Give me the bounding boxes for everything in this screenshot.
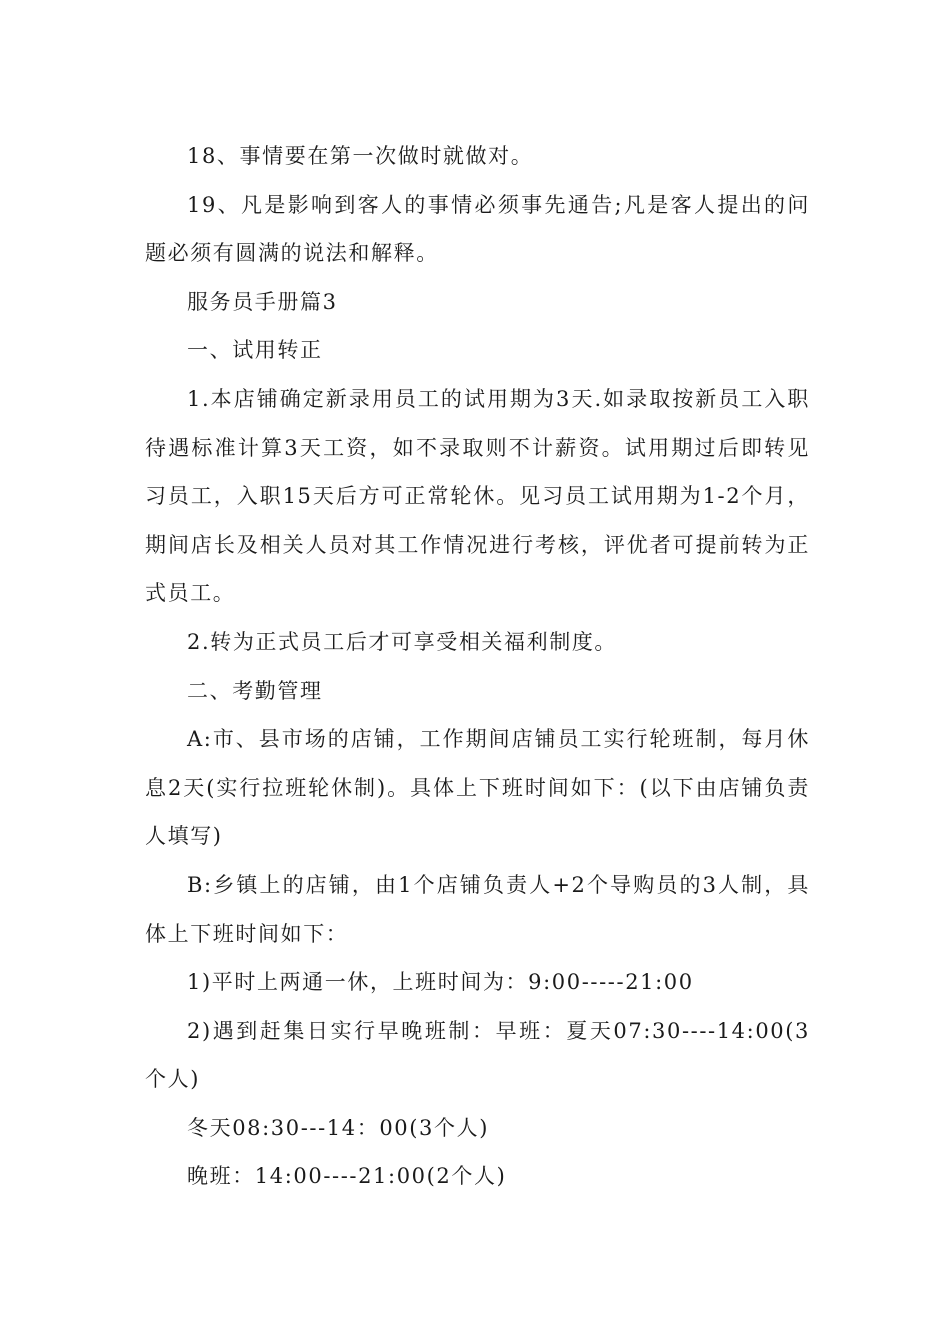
- paragraph-winter-shift: 冬天08:30---14：00(3个人): [187, 1115, 489, 1140]
- paragraph-attendance-a: A:市、县市场的店铺，工作期间店铺员工实行轮班制，每月休息2天(实行拉班轮休制)。具体上下班时间如下：(以下由店铺负责人填写): [145, 727, 810, 849]
- paragraph-rule-19: 19、凡是影响到客人的事情必须事先通告;凡是客人提出的问题必须有圆满的说法和解释。: [145, 192, 810, 266]
- heading-attendance: 二、考勤管理: [187, 678, 323, 703]
- paragraph-schedule-2: 2)遇到赶集日实行早晚班制：早班：夏天07:30----14:00(3个人): [145, 1018, 810, 1092]
- paragraph-probation-1: 1.本店铺确定新录用员工的试用期为3天.如录取按新员工入职待遇标准计算3天工资，如不录取则不计薪资。试用期过后即转见习员工，入职15天后方可正常轮休。见习员工试用期为1-2个月，期间店长及相关人员对其工作情况进行考核，评优者可提前转为正式员工。: [145, 386, 810, 606]
- section-title: 服务员手册篇3: [187, 289, 338, 314]
- document-body: [145, 132, 810, 1201]
- paragraph-attendance-b: B:乡镇上的店铺，由1个店铺负责人+2个导购员的3人制，具体上下班时间如下：: [145, 872, 810, 946]
- paragraph-rule-18: 18、事情要在第一次做时就做对。: [187, 144, 534, 168]
- heading-probation: 一、试用转正: [187, 338, 323, 363]
- paragraph-schedule-1: 1)平时上两通一休，上班时间为：9:00-----21:00: [187, 970, 694, 995]
- paragraph-evening-shift: 晚班：14:00----21:00(2个人): [187, 1164, 507, 1189]
- paragraph-probation-2: 2.转为正式员工后才可享受相关福利制度。: [187, 629, 618, 654]
